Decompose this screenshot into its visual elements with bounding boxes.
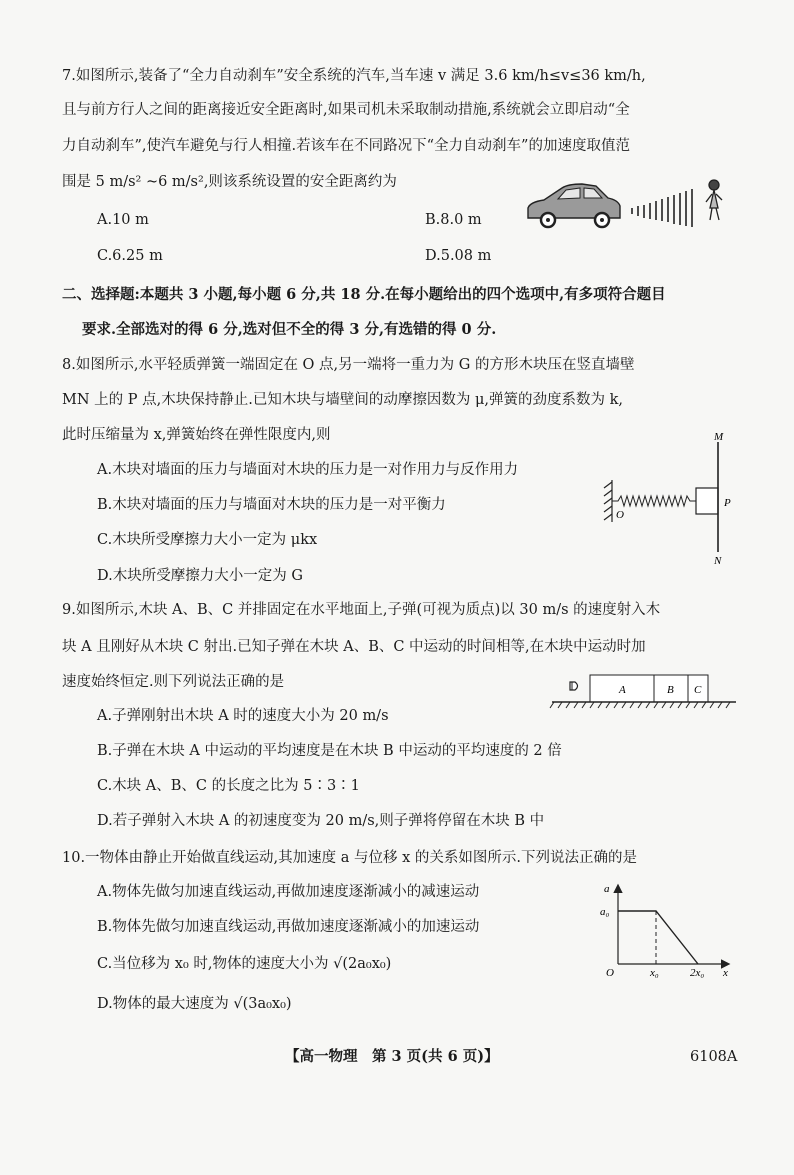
a-x-curve [618,911,698,964]
q10-option-d: D.物体的最大速度为 √(3a₀x₀) [97,996,292,1012]
spring-wall-figure [600,430,740,570]
q9-option-a: A.子弹刚射出木块 A 时的速度大小为 20 m/s [97,708,389,724]
section-2-heading-line-2: 要求.全部选对的得 6 分,选对但不全的得 3 分,有选错的得 0 分. [82,321,497,338]
car-icon [528,184,620,227]
label-b: B [667,684,674,696]
car-pedestrian-figure [522,178,742,238]
q8-option-a: A.木块对墙面的压力与墙面对木块的压力是一对作用力与反作用力 [97,462,519,478]
label-a: A [619,684,626,696]
q9-option-c: C.木块 A、B、C 的长度之比为 5∶3∶1 [97,778,360,794]
spring [612,496,696,506]
radar-wave-icon [632,189,692,227]
q9-option-d: D.若子弹射入木块 A 的初速度变为 20 m/s,则子弹将停留在木块 B 中 [97,813,545,829]
q7-option-a: A.10 m [97,212,149,228]
acceleration-displacement-graph [598,880,743,980]
q7-option-d: D.5.08 m [425,248,492,264]
q10-option-a: A.物体先做匀加速直线运动,再做加速度逐渐减小的减速运动 [97,884,480,900]
label-p: P [724,497,731,509]
pedestrian-icon [706,180,722,220]
q8-line-3: 此时压缩量为 x,弹簧始终在弹性限度内,则 [62,427,331,443]
label-o: O [616,509,624,521]
q7-option-c: C.6.25 m [97,248,163,264]
q7-option-b: B.8.0 m [425,212,482,228]
fixed-support-hatch [604,480,612,522]
label-x0: x₀ [650,967,659,979]
q7-line-1: 7.如图所示,装备了“全力自动刹车”安全系统的汽车,当车速 v 满足 3.6 km/h≤v≤36 km/h, [62,68,646,84]
label-2x0: 2x₀ [690,967,705,979]
q8-line-2: MN 上的 P 点,木块保持静止.已知木块与墙壁间的动摩擦因数为 μ,弹簧的劲度系数为 k, [62,392,623,408]
q7-line-4: 围是 5 m/s² ~6 m/s²,则该系统设置的安全距离约为 [62,174,397,190]
bullet-icon [570,682,578,690]
ground-hatch [550,702,736,708]
q8-option-d: D.木块所受摩擦力大小一定为 G [97,568,303,584]
label-n: N [714,555,722,567]
label-m: M [714,431,724,443]
label-x: x [723,967,728,979]
section-2-heading-line-1: 二、选择题:本题共 3 小题,每小题 6 分,共 18 分.在每小题给出的四个选项中,有多项符合题目 [62,286,666,303]
q10-option-b: B.物体先做匀加速直线运动,再做加速度逐渐减小的加速运动 [97,919,480,935]
label-origin: O [606,967,614,979]
label-a0: a₀ [600,906,610,918]
label-c: C [694,684,702,696]
q10-option-c: C.当位移为 x₀ 时,物体的速度大小为 √(2a₀x₀) [97,956,392,972]
q9-line-3: 速度始终恒定.则下列说法正确的是 [62,674,285,690]
q9-line-1: 9.如图所示,木块 A、B、C 并排固定在水平地面上,子弹(可视为质点)以 30 m/s 的速度射入木 [62,602,661,618]
q9-line-2: 块 A 且刚好从木块 C 射出.已知子弹在木块 A、B、C 中运动的时间相等,在木块中运动时加 [62,639,646,655]
wooden-block [696,488,718,514]
q10-line-1: 10.一物体由静止开始做直线运动,其加速度 a 与位移 x 的关系如图所示.下列说法正确的是 [62,850,638,866]
q7-line-2: 且与前方行人之间的距离接近安全距离时,如果司机未采取制动措施,系统就会立即启动“全 [62,102,630,118]
q8-line-1: 8.如图所示,水平轻质弹簧一端固定在 O 点,另一端将一重力为 G 的方形木块压在竖直墙壁 [62,357,635,373]
q8-option-b: B.木块对墙面的压力与墙面对木块的压力是一对平衡力 [97,497,446,513]
q8-option-c: C.木块所受摩擦力大小一定为 μkx [97,532,318,548]
page-footer: 【高一物理 第 3 页(共 6 页)】 [285,1048,499,1065]
q7-line-3: 力自动刹车”,使汽车避免与行人相撞.若该车在不同路况下“全力自动刹车”的加速度取值范 [62,138,630,154]
label-a: a [604,883,610,895]
q9-option-b: B.子弹在木块 A 中运动的平均速度是在木块 B 中运动的平均速度的 2 倍 [97,743,562,759]
paper-code: 6108A [690,1049,738,1065]
bullet-blocks-figure [550,672,740,714]
